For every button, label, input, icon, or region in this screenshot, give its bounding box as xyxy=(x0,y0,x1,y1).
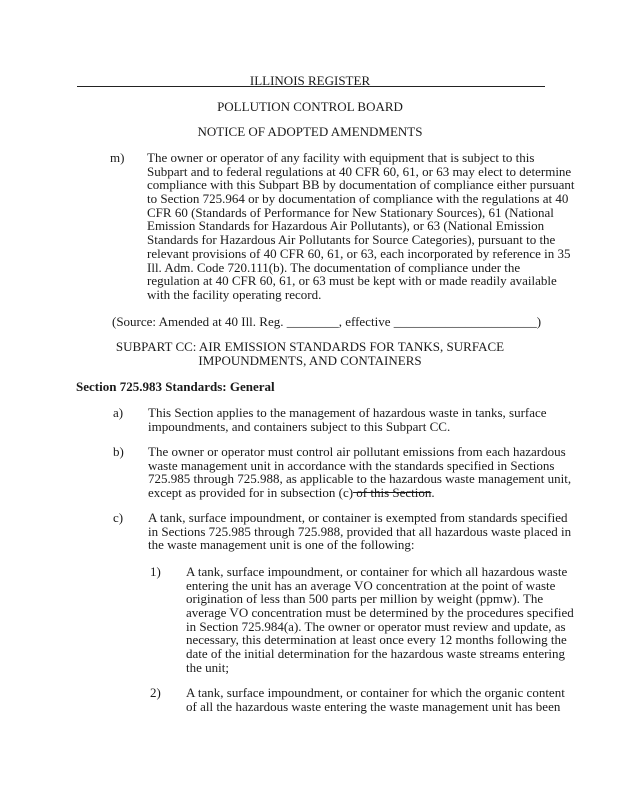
text-line: the unit; xyxy=(186,659,229,675)
text-line: impoundments, and containers subject to this Subpart CC. xyxy=(148,418,451,434)
text-line: 725.985 through 725.988, as applicable to the hazardous waste management unit, xyxy=(148,471,572,487)
text-line: regulation at 40 CFR 60, 61, or 63 must be kept with or made readily available xyxy=(147,273,557,289)
para-c2-label: 2) xyxy=(150,685,161,700)
text-line: of all the hazardous waste entering the waste management unit has been xyxy=(186,698,561,714)
text-line: A tank, surface impoundment, or container for which the organic content xyxy=(186,685,565,700)
subpart-heading-line2: IMPOUNDMENTS, AND CONTAINERS xyxy=(198,353,422,368)
para-b-label: b) xyxy=(113,444,124,459)
text-line: date of the initial determination for the hazardous waste streams entering xyxy=(186,646,566,662)
text-line: relevant provisions of 40 CFR 60, 61, or 63, each incorporated by reference in 35 xyxy=(147,245,571,261)
para-c1 xyxy=(186,565,574,675)
para-b-period: . xyxy=(431,485,435,501)
register-title: ILLINOIS REGISTER xyxy=(249,73,371,88)
para-c-label: c) xyxy=(113,510,124,525)
para-m-label: m) xyxy=(110,150,125,165)
text-line: Subpart and to federal regulations at 40 CFR 60, 61, or 63 may elect to determine xyxy=(147,163,572,179)
header-rule xyxy=(77,86,545,87)
text-line: The owner or operator must control air pollutant emissions from each hazardous xyxy=(148,444,566,459)
text-line: waste management unit in accordance with the standards specified in Sections xyxy=(148,457,555,473)
para-b-last-line xyxy=(148,486,571,500)
text-line: Emission Standards for Hazardous Air Pollutants), or 63 (National Emission xyxy=(147,218,545,234)
text-line: A tank, surface impoundment, or container for which all hazardous waste xyxy=(186,564,568,579)
text-line: in Section 725.984(a). The owner or operator must review and update, as xyxy=(186,618,566,634)
para-c2 xyxy=(186,686,565,713)
text-line: This Section applies to the management of hazardous waste in tanks, surface xyxy=(148,405,547,420)
board-title: POLLUTION CONTROL BOARD xyxy=(217,99,403,114)
text-line: with the facility operating record. xyxy=(147,286,322,302)
text-line: Standards for Hazardous Air Pollutants for Source Categories), pursuant to the xyxy=(147,232,556,248)
para-b xyxy=(148,445,571,500)
para-a xyxy=(148,406,547,433)
text-line: CFR 60 (Standards of Performance for New Stationary Sources), 61 (National xyxy=(147,204,554,220)
text-line: entering the unit has an average VO concentration at the point of waste xyxy=(186,577,556,593)
struck-text: of this Section xyxy=(353,485,432,501)
para-m xyxy=(147,151,574,302)
para-b-text: except as provided for in subsection (c) xyxy=(148,485,354,501)
text-line: origination of less than 500 parts per million by weight (ppmw). The xyxy=(186,591,544,607)
text-line: to Section 725.964 or by documentation of compliance with the regulations at 40 xyxy=(147,191,569,207)
notice-title: NOTICE OF ADOPTED AMENDMENTS xyxy=(197,124,423,139)
text-line: the waste management unit is one of the following: xyxy=(148,537,415,553)
text-line: in Sections 725.985 through 725.988, provided that all hazardous waste placed in xyxy=(148,523,572,539)
text-line: The owner or operator of any facility with equipment that is subject to this xyxy=(147,150,535,165)
text-line: A tank, surface impoundment, or container is exempted from standards specified xyxy=(148,510,568,525)
text-line: compliance with this Subpart BB by documentation of compliance either pursuant xyxy=(147,177,575,193)
text-line: average VO concentration must be determined by the procedures specified xyxy=(186,605,574,621)
para-c xyxy=(148,511,571,552)
section-heading: Section 725.983 Standards: General xyxy=(76,379,275,394)
source-note: (Source: Amended at 40 Ill. Reg. ________, effective ______________________) xyxy=(112,314,542,329)
subpart-heading-line1: SUBPART CC: AIR EMISSION STANDARDS FOR TANKS, SURFACE xyxy=(115,339,505,354)
text-line: necessary, this determination at least once every 12 months following the xyxy=(186,632,567,648)
para-a-label: a) xyxy=(113,405,124,420)
para-c1-label: 1) xyxy=(150,564,161,579)
text-line: Ill. Adm. Code 720.111(b). The documentation of compliance under the xyxy=(147,259,521,275)
